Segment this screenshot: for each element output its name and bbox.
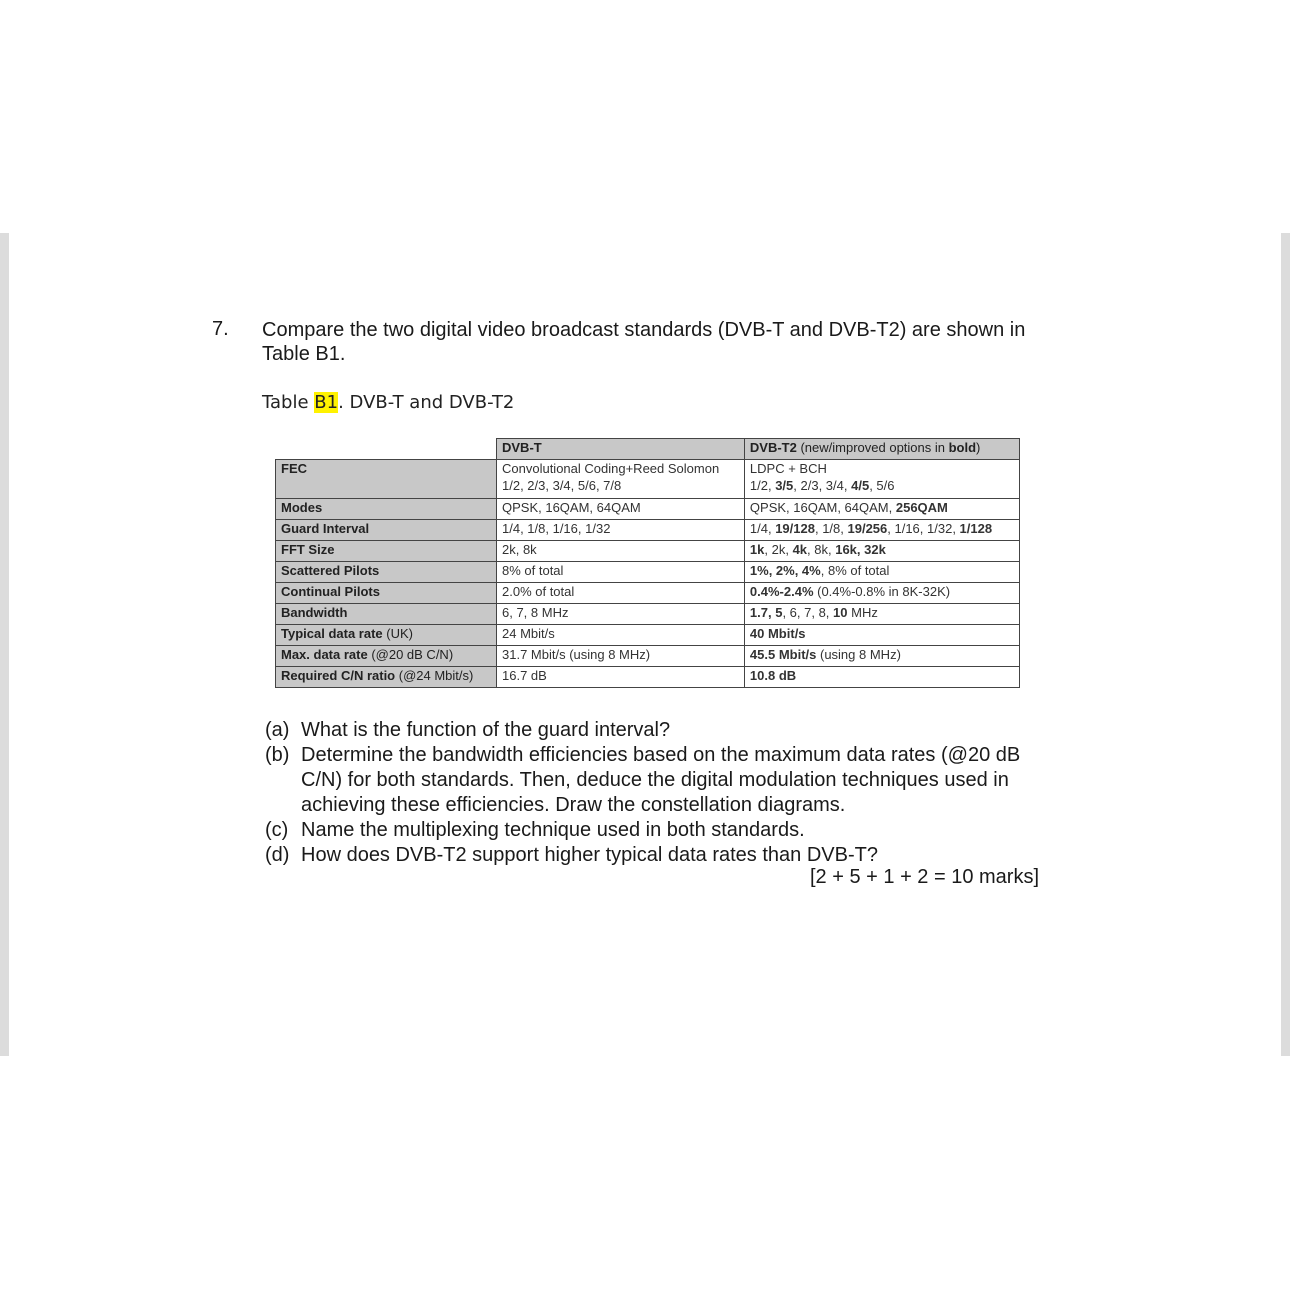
header-dvbt2-title: DVB-T2 [749,440,797,455]
table-row [276,667,1020,688]
cn-dvbt2 [744,667,1019,688]
maxrate-dvbt2-part: (using 8 MHz) [816,647,901,662]
table-row [276,499,1020,520]
fec-dvbt-line1: Convolutional Coding+Reed Solomon [502,461,720,476]
table-row [276,583,1020,604]
question-number: 7. [212,318,229,340]
row-label-maxrate [276,646,497,667]
continual-dvbt2-bold: 0.4%-2.4% [749,584,814,599]
guard-dvbt2-bold: 1/128 [959,521,993,536]
comparison-table [275,438,1020,688]
caption-suffix: . DVB-T and DVB-T2 [338,392,515,413]
bandwidth-dvbt2-bold: 1.7, 5 [749,605,783,620]
bandwidth-dvbt2-bold: 10 [833,605,848,620]
sub-question-a [265,718,1065,743]
table-row [276,460,1020,499]
fec-dvbt2-bold: 4/5 [851,478,870,493]
modes-dvbt: QPSK, 16QAM, 64QAM [497,499,745,520]
continual-dvbt: 2.0% of total [497,583,745,604]
continual-dvbt2-part: (0.4%-0.8% in 8K-32K) [813,584,951,599]
maxrate-dvbt: 31.7 Mbit/s (using 8 MHz) [497,646,745,667]
guard-dvbt2-part: 1/4, [749,521,776,536]
sub-question-b [265,743,1065,818]
typical-dvbt2 [744,625,1019,646]
modes-dvbt2-part: QPSK, 16QAM, 64QAM, [749,500,896,515]
row-label-continual: Continual Pilots [276,583,497,604]
guard-dvbt2-part: , 1/8, [814,521,848,536]
fft-dvbt2-bold: 4k [792,542,808,557]
fec-dvbt2-line1: LDPC + BCH [749,461,827,476]
modes-dvbt2-bold: 256QAM [895,500,948,515]
fft-dvbt2-part: , 2k, [764,542,793,557]
fec-dvbt2-bold: 3/5 [775,478,794,493]
sub-question-text: How does DVB-T2 support higher typical data rates than DVB-T? [301,844,878,866]
cn-dvbt2-bold: 10.8 dB [749,668,797,683]
maxrate-dvbt2-bold: 45.5 Mbit/s [749,647,817,662]
bandwidth-dvbt2-part: , 6, 7, 8, [782,605,834,620]
row-label-scattered: Scattered Pilots [276,562,497,583]
marks-allocation: [2 + 5 + 1 + 2 = 10 marks] [810,866,1040,888]
fec-dvbt2-part: 1/2, [749,478,776,493]
header-dvbt: DVB-T [497,439,745,460]
maxrate-label-note: (@20 dB C/N) [367,647,454,662]
cn-label-note: (@24 Mbit/s) [395,668,474,683]
fec-dvbt2 [744,460,1019,499]
header-dvbt2 [744,439,1019,460]
cn-dvbt: 16.7 dB [497,667,745,688]
caption-highlight: B1 [314,392,339,413]
header-dvbt2-bold-word: bold [948,440,977,455]
header-dvbt2-note-a: (new/improved options in [796,440,949,455]
scattered-dvbt: 8% of total [497,562,745,583]
row-label-fft: FFT Size [276,541,497,562]
table-header-row [276,439,1020,460]
guard-dvbt: 1/4, 1/8, 1/16, 1/32 [497,520,745,541]
row-label-fec: FEC [276,460,497,499]
sub-question-label: (d) [265,844,290,866]
guard-dvbt2-bold: 19/128 [775,521,815,536]
sub-question-text: Name the multiplexing technique used in both standards. [301,819,805,841]
caption-prefix: Table [262,392,315,413]
header-dvbt2-note-b: ) [976,440,981,455]
modes-dvbt2 [744,499,1019,520]
sub-question-text: What is the function of the guard interval? [301,719,671,741]
table-row [276,562,1020,583]
fft-dvbt2-bold: 16k, 32k [835,542,886,557]
fft-dvbt2-bold: 1k [749,542,765,557]
maxrate-dvbt2 [744,646,1019,667]
guard-dvbt2 [744,520,1019,541]
bandwidth-dvbt2-part: MHz [847,605,878,620]
table-row [276,520,1020,541]
fec-dvbt2-line2 [750,477,1014,494]
typical-dvbt: 24 Mbit/s [497,625,745,646]
fft-dvbt2 [744,541,1019,562]
table-row [276,541,1020,562]
typical-label-main: Typical data rate [281,626,383,641]
continual-dvbt2 [744,583,1019,604]
fft-dvbt2-part: , 8k, [807,542,836,557]
scattered-dvbt2-part: , 8% of total [820,563,890,578]
maxrate-label-main: Max. data rate [281,647,368,662]
guard-dvbt2-part: , 1/16, 1/32, [887,521,960,536]
sub-questions [265,718,1065,868]
scattered-dvbt2 [744,562,1019,583]
row-label-bandwidth: Bandwidth [276,604,497,625]
fft-dvbt: 2k, 8k [497,541,745,562]
sub-question-label: (a) [265,719,290,741]
typical-dvbt2-bold: 40 Mbit/s [749,626,806,641]
fec-dvbt-line2: 1/2, 2/3, 3/4, 5/6, 7/8 [502,478,622,493]
question-text: Compare the two digital video broadcast standards (DVB-T and DVB-T2) are shown in Table B1. [262,319,1026,365]
sub-question-text: Determine the bandwidth efficiencies based on the maximum data rates (@20 dB C/N) for both standards. Then, deduce the digital modulation techniques used in achieving these efficiencies. Draw the constellation diagrams. [301,744,1021,816]
row-label-cn [276,667,497,688]
sub-question-d [265,843,1065,868]
typical-label-note: (UK) [382,626,413,641]
sub-question-label: (b) [265,744,290,766]
row-label-modes: Modes [276,499,497,520]
table-row [276,646,1020,667]
table-row [276,625,1020,646]
scattered-dvbt2-bold: 1%, 2%, 4% [749,563,821,578]
row-label-typical [276,625,497,646]
page-edge-right [1281,233,1290,1056]
page-edge-left [0,233,9,1056]
header-blank-cell [276,439,497,460]
fec-dvbt2-part: , 2/3, 3/4, [793,478,852,493]
fec-dvbt [497,460,745,499]
guard-dvbt2-bold: 19/256 [847,521,888,536]
bandwidth-dvbt: 6, 7, 8 MHz [497,604,745,625]
table-caption [262,392,514,413]
fec-dvbt2-part: , 5/6 [869,478,895,493]
table-row [276,604,1020,625]
sub-question-c [265,818,1065,843]
row-label-guard: Guard Interval [276,520,497,541]
sub-question-label: (c) [265,819,289,841]
cn-label-main: Required C/N ratio [281,668,396,683]
bandwidth-dvbt2 [744,604,1019,625]
